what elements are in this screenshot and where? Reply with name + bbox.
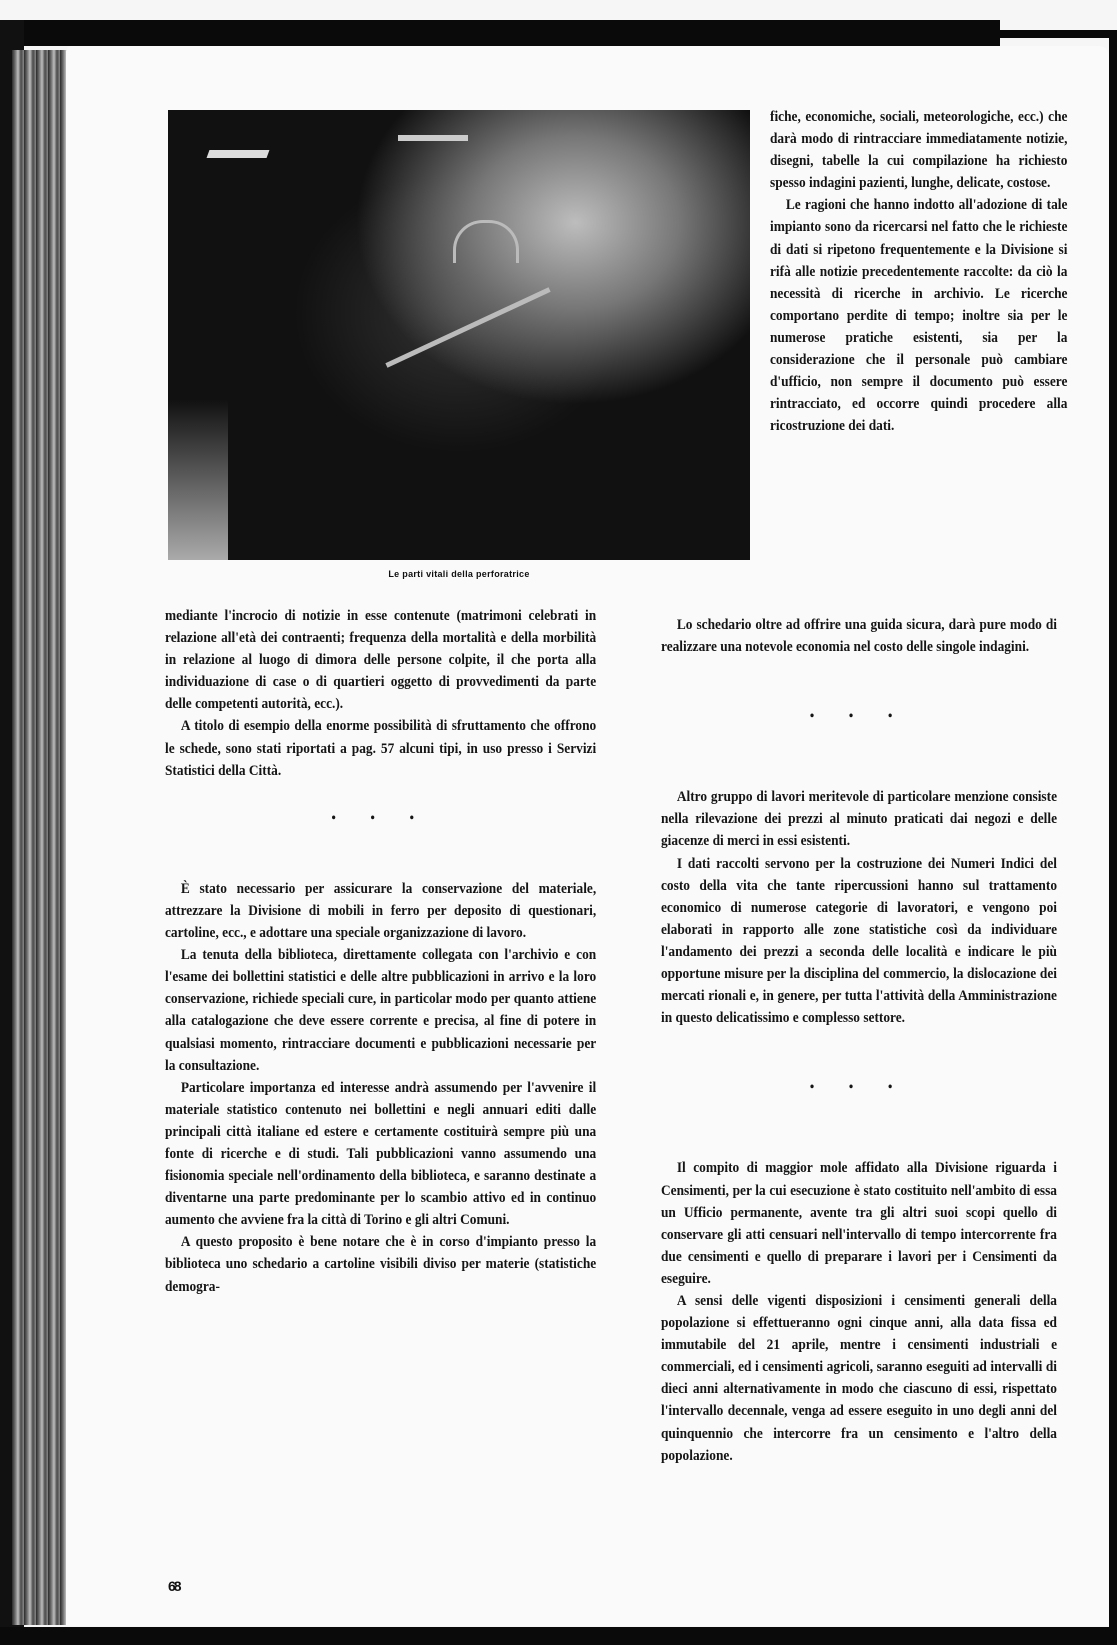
paragraph: Particolare importanza ed interesse andrà assumendo per l'avvenire il materiale statistico contenuto nei bollettini e negli annuari editi dalle principali città italiane ed estere e certamente costituirà sempre più una fonte di ricerche e di studi. Tali pubblicazioni vanno assumendo una fisionomia speciale nell'ordinamento della biblioteca, e saranno destinate a diventarne una parte predominante per lo scambio attivo ed in continuo aumento che avviene fra la città di Torino e gli altri Comuni. (165, 1078, 597, 1229)
paragraph: Altro gruppo di lavori meritevole di particolare menzione consiste nella rilevazione dei prezzi al minuto praticati dai negozi e delle giacenze di merci in essi esistenti. (661, 788, 1057, 850)
photo-floor (168, 400, 228, 560)
paragraph: La tenuta della biblioteca, direttamente collegata con l'archivio e con l'esame dei bollettini statistici e delle altre pubblicazioni in arrivo e la loro conservazione, richiede speciali cure, in particolar modo per quanto attiene alla catalogazione che deve essere corrente e precisa, al fine di potere in qualsiasi momento, rintracciare documenti e pubblicazioni necessarie per la consultazione. (165, 946, 597, 1074)
right-column-bottom (661, 614, 1057, 1467)
scan-border-bottom (0, 1627, 1117, 1645)
paragraph: Il compito di maggior mole affidato alla Divisione riguarda i Censimenti, per la cui esecuzione è stato costituito nell'ambito di essa un Ufficio permanente, avente tra gli altri suoi scopi quello di conservare gli atti censuari nell'intervallo di tempo intercorrente fra due censimenti e quello di preparare i lavori per i Censimenti da eseguire. (661, 1159, 1057, 1287)
right-column-top (770, 106, 1067, 437)
paragraph: fiche, economiche, sociali, meteorologiche, ecc.) che darà modo di rintracciare immediatamente notizie, disegni, tabelle la cui compilazione ha richiesto spesso indagini pazienti, lunghe, delicate, costose. (770, 108, 1068, 192)
photo-highlight (398, 135, 468, 141)
paragraph: Lo schedario oltre ad offrire una guida sicura, darà pure modo di realizzare una notevole economia nel costo delle singole indagini. (661, 616, 1057, 656)
paragraph: mediante l'incrocio di notizie in esse contenute (matrimoni celebrati in relazione all'età dei contraenti; frequenza della mortalità e della morbilità in relazione al luogo di dimora delle persone colpite, il che porta alla individuazione di case o di quartieri oggetto di provvedimenti da parte delle competenti autorità, ecc.). (165, 607, 597, 713)
paragraph: A titolo di esempio della enorme possibilità di sfruttamento che offrono le schede, sono stati riportati a pag. 57 alcuni tipi, in uso presso i Servizi Statistici della Città. (165, 717, 597, 779)
left-column (165, 605, 596, 1298)
scan-border-top (0, 20, 1000, 46)
machine-photo (168, 110, 750, 560)
book-page-edges (12, 50, 68, 1625)
paragraph: Le ragioni che hanno indotto all'adozione di tale impianto sono da ricercarsi nel fatto che le richieste di dati si ripetono frequentemente e la Divisione si rifà alle notizie precedentemente raccolte: da ciò la necessità di ricerche in archivio. Le ricerche comportano perdite di tempo; inoltre sia per le numerose pratiche esistenti, sia per la considerazione che il personale può cambiare d'ufficio, non sempre il documento può essere rintracciato, ed occorre quindi procedere alla ricostruzione dei dati. (770, 196, 1068, 435)
paragraph: A sensi delle vigenti disposizioni i censimenti generali della popolazione si effettueranno ogni cinque anni, alla data fissa ed immutabile del 21 aprile, mentre i censimenti industriali e commerciali, ed i censimenti agricoli, saranno eseguiti ad intervalli di dieci anni alternativamente in modo che ciascuno di essi, rispettato l'intervallo decennale, venga ad essere eseguito in uno degli anni del quinquennio che intercorre fra un censimento e l'altro della popolazione. (661, 1291, 1057, 1464)
section-separator: • • • (331, 810, 430, 826)
page-number: 68 (168, 1578, 180, 1594)
photo-highlight (207, 150, 270, 158)
section-separator: • • • (809, 709, 909, 725)
photo-rail (385, 287, 550, 368)
scan-border-right (1109, 30, 1117, 1645)
photo-coil (453, 220, 519, 263)
photo-caption: Le parti vitali della perforatrice (388, 569, 530, 579)
section-separator: • • • (809, 1080, 909, 1096)
paragraph: A questo proposito è bene notare che è in corso d'impianto presso la biblioteca uno schedario a cartoline visibili diviso per materie (statistiche demogra- (165, 1233, 597, 1295)
paragraph: È stato necessario per assicurare la conservazione del materiale, attrezzare la Divisione di mobili in ferro per deposito di questionari, cartoline, ecc., e adottare una speciale organizzazione di lavoro. (165, 879, 597, 942)
paragraph: I dati raccolti servono per la costruzione dei Numeri Indici del costo della vita che tante ripercussioni hanno sul trattamento economico di numerose categorie di lavoratori, e vengono poi elaborati in rapporto alle zone statistiche così da individuare l'andamento dei prezzi a seconda delle località e indicare le più opportune misure per la disciplina del commercio, la dislocazione dei mercati rionali e, in genere, per tutta l'attività della Amministrazione in questo delicatissimo e complesso settore. (661, 854, 1057, 1027)
scan-border-top-right (1000, 30, 1117, 38)
